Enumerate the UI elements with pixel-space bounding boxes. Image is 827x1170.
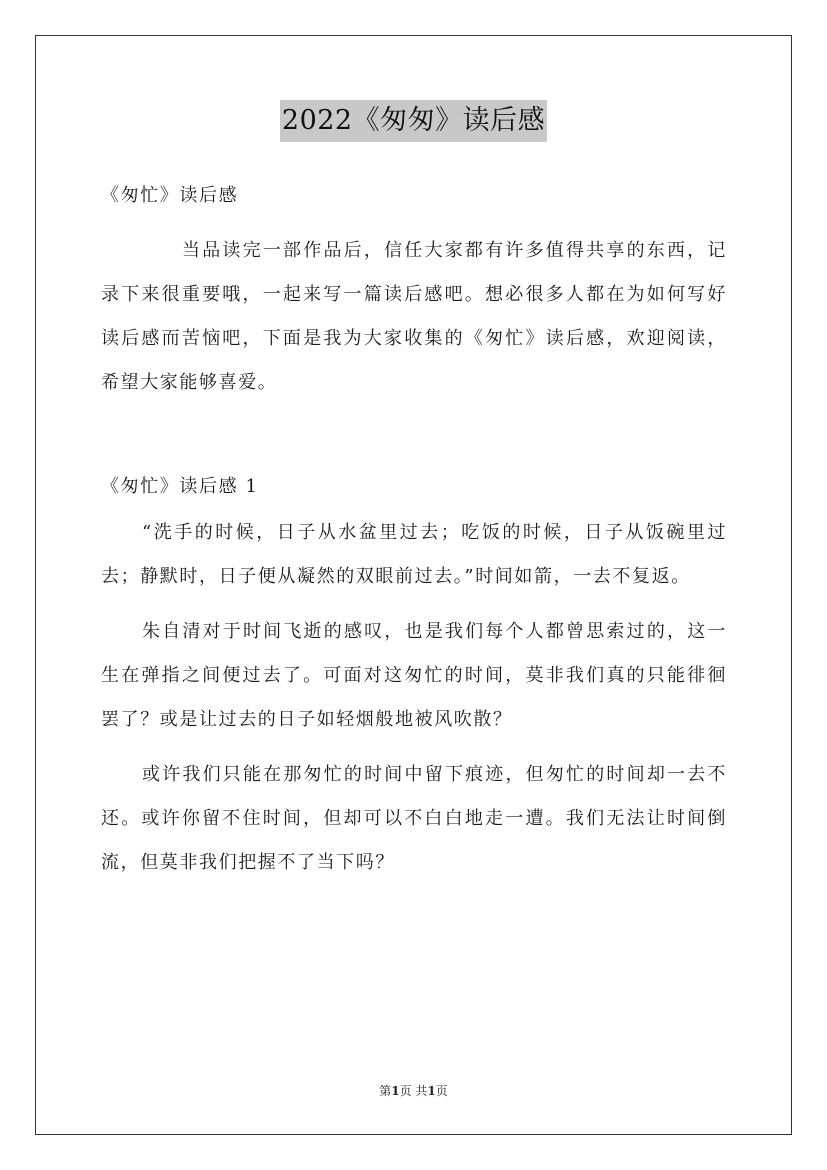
footer-page-mid: 页 共	[399, 1084, 428, 1098]
section-heading: 《匆忙》读后感 1	[101, 476, 259, 497]
footer-page-current: 1	[391, 1084, 400, 1098]
footer-page-total: 1	[427, 1084, 436, 1098]
document-title: 2022《匆匆》读后感	[280, 100, 547, 142]
intro-paragraph: 当品读完一部作品后，信任大家都有许多值得共享的东西，记录下来很重要哦，一起来写一篇读后感吧。想必很多人都在为如何写好读后感而苦恼吧，下面是我为大家收集的《匆忙》读后感，欢迎阅读，希望大家能够喜爱。	[101, 240, 727, 393]
body-paragraph-2: 朱自清对于时间飞逝的感叹，也是我们每个人都曾思索过的，这一生在弹指之间便过去了。可面对这匆忙的时间，莫非我们真的只能徘徊罢了？或是让过去的日子如轻烟般地被风吹散？	[101, 621, 727, 730]
footer-page-suffix: 页	[435, 1084, 448, 1098]
body-paragraph-1: “洗手的时候，日子从水盆里过去；吃饭的时候，日子从饭碗里过去；静默时，日子便从凝然的双眼前过去。”时间如箭，一去不复返。	[101, 522, 727, 587]
document-heading: 《匆忙》读后感	[101, 185, 239, 206]
title-container	[0, 100, 827, 142]
body-paragraph-3: 或许我们只能在那匆忙的时间中留下痕迹，但匆忙的时间却一去不还。或许你留不住时间，但却可以不白白地走一遭。我们无法让时间倒流，但莫非我们把握不了当下吗？	[101, 764, 727, 873]
footer-page-prefix: 第	[379, 1084, 392, 1098]
document-body	[101, 174, 727, 885]
page-footer	[0, 1082, 827, 1099]
